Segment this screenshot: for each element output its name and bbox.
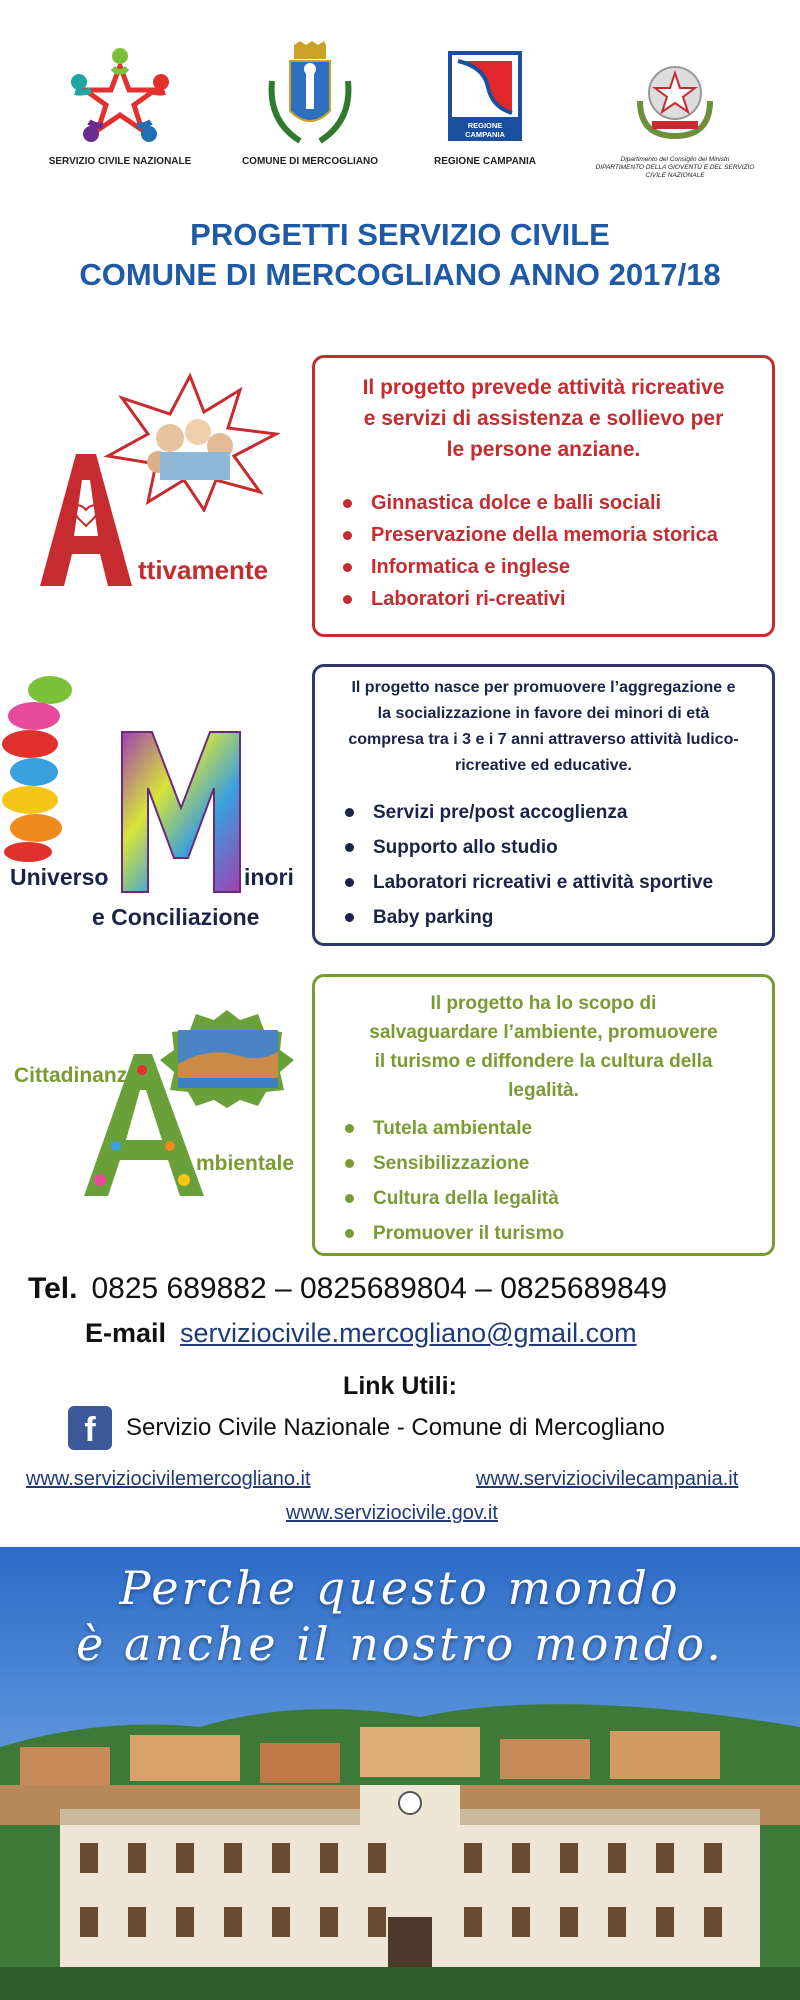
logos-row bbox=[0, 40, 800, 179]
email-link[interactable]: serviziocivile.mercogliano@gmail.com bbox=[180, 1318, 637, 1348]
window bbox=[224, 1907, 242, 1937]
letter-a-heart-icon bbox=[26, 450, 136, 590]
logo-servizio-civile-nazionale bbox=[30, 40, 210, 167]
email-label: E-mail bbox=[85, 1318, 167, 1348]
logo-caption: REGIONE CAMPANIA bbox=[433, 156, 537, 167]
project-1-intro: Il progetto prevede attività ricreative e servizi di assistenza e sollievo per le persone anziane. bbox=[362, 376, 725, 461]
regione-badge-text: REGIONE CAMPANIA bbox=[465, 121, 505, 139]
links-title: Link Utili: bbox=[343, 1372, 457, 1400]
facebook-text[interactable]: Servizio Civile Nazionale - Comune di Mercogliano bbox=[126, 1414, 665, 1441]
project-2-label-left: Universo bbox=[10, 864, 109, 890]
window bbox=[176, 1907, 194, 1937]
window bbox=[656, 1907, 674, 1937]
window bbox=[704, 1843, 722, 1873]
list-item: Sensibilizzazione bbox=[345, 1146, 772, 1181]
window bbox=[608, 1843, 626, 1873]
project-1-name-rest: ttivamente bbox=[138, 555, 269, 585]
url-link-campania[interactable]: www.serviziocivilecampania.it bbox=[476, 1468, 739, 1490]
list-item: Informatica e inglese bbox=[343, 551, 772, 583]
list-item: Laboratori ri-creativi bbox=[343, 583, 772, 615]
logo-caption: SERVIZIO CIVILE NAZIONALE bbox=[48, 156, 192, 167]
tel-value[interactable]: 0825 689882 – 0825689804 – 0825689849 bbox=[91, 1272, 668, 1305]
italian-republic-emblem-icon bbox=[630, 51, 720, 141]
slogan-line-2: è anche il nostro mondo. bbox=[76, 1617, 724, 1671]
window bbox=[224, 1843, 242, 1873]
project-3-intro: Il progetto ha lo scopo di salvaguardare l’ambiente, promuovere il turismo e diffondere la cultura della legalità. bbox=[369, 993, 718, 1101]
url-link-mercogliano[interactable]: www.serviziocivilemercogliano.it bbox=[26, 1468, 311, 1490]
logo-dipartimento-gioventu bbox=[585, 40, 765, 179]
list-item: Laboratori ricreativi e attività sportive bbox=[345, 865, 772, 900]
list-item: Supporto allo studio bbox=[345, 830, 772, 865]
window bbox=[320, 1907, 338, 1937]
window bbox=[272, 1907, 290, 1937]
project-2-bullets bbox=[345, 795, 772, 935]
window bbox=[80, 1907, 98, 1937]
facebook-link[interactable] bbox=[68, 1406, 665, 1450]
window bbox=[464, 1907, 482, 1937]
project-3-label-right: mbientale bbox=[196, 1152, 295, 1175]
window bbox=[560, 1843, 578, 1873]
slogan-line-1: Perche questo mondo bbox=[119, 1561, 681, 1615]
window bbox=[368, 1907, 386, 1937]
window bbox=[704, 1907, 722, 1937]
list-item: Baby parking bbox=[345, 900, 772, 935]
window bbox=[368, 1843, 386, 1873]
title-line-2: COMUNE DI MERCOGLIANO ANNO 2017/18 bbox=[79, 257, 721, 292]
window bbox=[560, 1907, 578, 1937]
scn-stars-icon bbox=[65, 46, 175, 146]
project-3-box bbox=[312, 974, 775, 1256]
project-3-label-top: Cittadinanz bbox=[14, 1064, 128, 1087]
project-2-label-right: inori bbox=[244, 864, 294, 890]
window bbox=[128, 1907, 146, 1937]
window bbox=[608, 1907, 626, 1937]
title-line-1: PROGETTI SERVIZIO CIVILE bbox=[190, 217, 610, 252]
regione-campania-icon bbox=[448, 51, 522, 141]
list-item: Cultura della legalità bbox=[345, 1181, 772, 1216]
project-3-bullets bbox=[345, 1111, 772, 1251]
email-line bbox=[85, 1318, 800, 1349]
project-2-box bbox=[312, 664, 775, 946]
colored-hands-icon bbox=[0, 672, 80, 862]
list-item: Servizi pre/post accoglienza bbox=[345, 795, 772, 830]
town-hall-photo bbox=[0, 1547, 800, 2000]
window bbox=[128, 1843, 146, 1873]
page-title bbox=[0, 215, 800, 295]
telephone-line bbox=[28, 1272, 800, 1306]
list-item: Ginnastica dolce e balli sociali bbox=[343, 487, 772, 519]
list-item: Promuover il turismo bbox=[345, 1216, 772, 1251]
window bbox=[176, 1843, 194, 1873]
list-item: Tutela ambientale bbox=[345, 1111, 772, 1146]
project-2-label-bottom: e Conciliazione bbox=[92, 904, 260, 930]
window bbox=[272, 1843, 290, 1873]
project-2-intro: Il progetto nasce per promuovere l’aggregazione e la socializzazione in favore dei minori di età compresa tra i 3 e i 7 anni attraverso attività ludico-ricreative ed educative. bbox=[348, 679, 739, 774]
project-1-bullets bbox=[343, 487, 772, 615]
window bbox=[512, 1907, 530, 1937]
logo-regione-campania bbox=[395, 40, 575, 167]
window bbox=[464, 1843, 482, 1873]
letter-m-colorful-icon bbox=[118, 728, 244, 896]
window bbox=[320, 1843, 338, 1873]
mercogliano-crest-icon bbox=[260, 41, 360, 151]
tel-label: Tel. bbox=[28, 1272, 78, 1305]
list-item: Preservazione della memoria storica bbox=[343, 519, 772, 551]
window bbox=[80, 1843, 98, 1873]
project-1-name bbox=[138, 555, 268, 586]
window bbox=[656, 1843, 674, 1873]
facebook-icon[interactable]: f bbox=[68, 1406, 112, 1450]
logo-caption: COMUNE DI MERCOGLIANO bbox=[241, 156, 379, 167]
project-1-box bbox=[312, 355, 775, 637]
campania-map-icon bbox=[448, 51, 522, 123]
logo-caption: Dipartimento del Consiglio dei Ministri DIPARTIMENTO DELLA GIOVENTÙ E DEL SERVIZIO CIVILE NAZIONALE bbox=[595, 156, 755, 179]
url-link-gov[interactable]: www.serviziocivile.gov.it bbox=[286, 1502, 498, 1524]
logo-comune-mercogliano bbox=[220, 40, 400, 167]
window bbox=[512, 1843, 530, 1873]
